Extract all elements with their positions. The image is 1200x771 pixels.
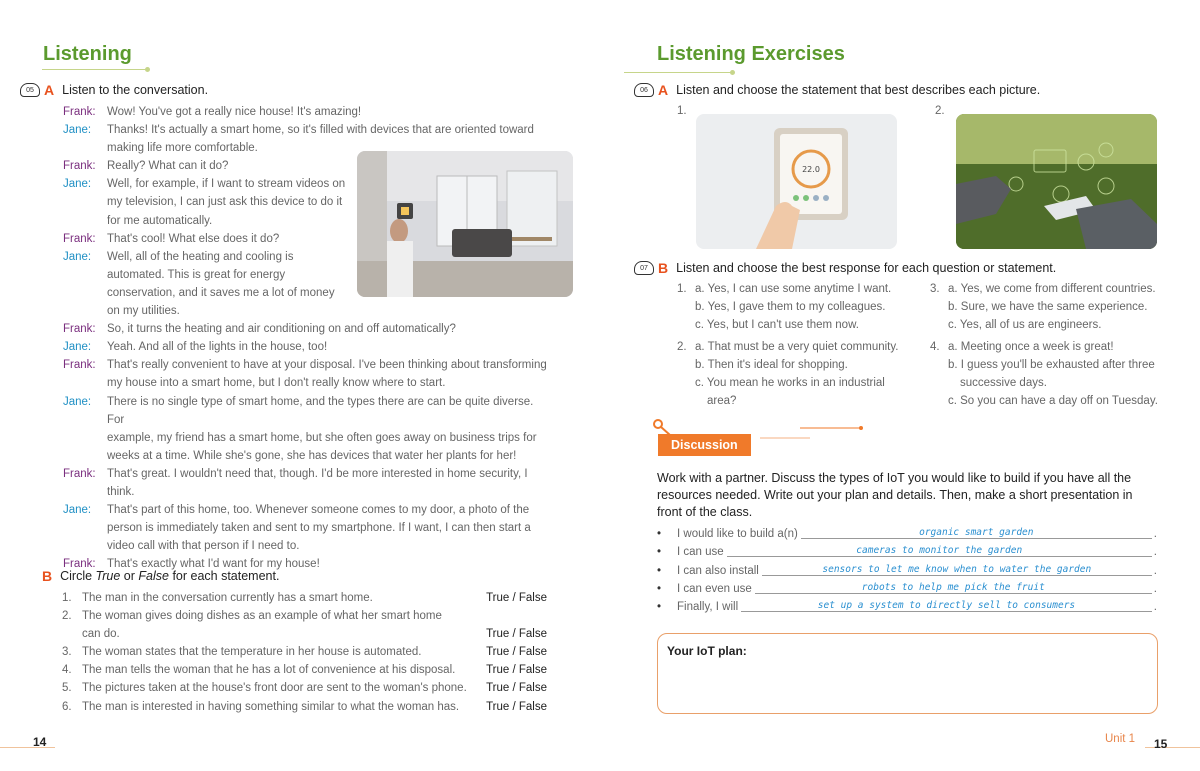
discussion-bullet	[657, 580, 1157, 598]
option-text[interactable]: a. Meeting once a week is great!	[948, 341, 1114, 353]
section-a-header	[634, 82, 1040, 98]
answer-blank[interactable]	[801, 525, 1152, 539]
section-letter: B	[658, 260, 669, 276]
question-number: 4.	[930, 341, 940, 353]
period: .	[1153, 564, 1157, 577]
speaker-name: Frank:	[63, 323, 96, 336]
speaker-name	[63, 537, 107, 555]
statement-number: 4.	[62, 664, 72, 677]
discussion-bullet	[657, 543, 1157, 561]
option-text[interactable]: a. Yes, we come from different countries.	[948, 283, 1156, 295]
response-question	[930, 338, 1170, 410]
dialogue-text: Yeah. And all of the lights in the house, too!	[107, 341, 328, 354]
statement-line	[62, 679, 547, 697]
option-text[interactable]: b. Then it's ideal for shopping.	[695, 359, 848, 372]
true-false-choice[interactable]: True / False	[486, 592, 547, 604]
statement-number: 2.	[62, 610, 72, 623]
section-title: Listen and choose the best response for each question or statement.	[676, 261, 1057, 275]
discussion-bullets	[657, 525, 1157, 616]
dialogue-line	[63, 121, 553, 139]
section-title: Listen to the conversation.	[62, 83, 209, 97]
dialogue-text: on my utilities.	[107, 305, 180, 318]
bullet-prefix: I can use	[677, 546, 724, 559]
true-false-choice[interactable]: True / False	[486, 700, 547, 713]
answer-blank[interactable]	[755, 580, 1152, 594]
response-option	[677, 392, 917, 410]
statement-line	[62, 643, 547, 661]
living-room-photo	[357, 151, 573, 297]
handwritten-answer: organic smart garden	[919, 527, 1034, 538]
speaker-name	[63, 212, 107, 230]
speaker-name	[63, 429, 107, 447]
speaker-name: Frank:	[63, 160, 96, 173]
page-number: 15	[1154, 737, 1168, 751]
section-b-header	[634, 260, 1056, 276]
true-false-statements	[62, 589, 547, 716]
bullet-dot: •	[657, 546, 662, 559]
response-option	[677, 298, 917, 316]
statement-line	[62, 589, 547, 607]
bullet-dot: •	[657, 564, 662, 577]
dialogue-line	[63, 103, 553, 121]
question-number	[930, 374, 948, 392]
section-letter: B	[42, 568, 53, 584]
speaker-name: Frank:	[63, 106, 96, 118]
speaker-name: Frank:	[63, 558, 96, 571]
answer-blank[interactable]	[762, 562, 1152, 576]
option-text[interactable]: c. Yes, all of us are engineers.	[948, 319, 1102, 332]
speaker-name	[63, 374, 107, 392]
dialogue-text: automated. This is great for energy	[107, 268, 286, 281]
speaker-name: Frank:	[63, 232, 96, 245]
section-letter: A	[44, 82, 55, 98]
section-title: Listen and choose the statement that best describes each picture.	[676, 83, 1041, 97]
statement-line	[62, 625, 547, 643]
dialogue-line	[63, 338, 553, 356]
handwritten-answer: set up a system to directly sell to consumers	[817, 600, 1076, 612]
speaker-name: Jane:	[63, 395, 92, 408]
period: .	[1153, 582, 1157, 595]
dialogue-line	[63, 501, 553, 519]
dialogue-text: conservation, and it saves me a lot of money	[107, 286, 335, 299]
response-question	[677, 280, 917, 334]
dialogue-line	[63, 320, 553, 338]
true-false-choice[interactable]: True / False	[486, 664, 547, 677]
statement-text: The man is interested in having something similar to what the woman has.	[82, 700, 460, 713]
speaker-name: Jane:	[63, 504, 92, 517]
handwritten-answer: cameras to monitor the garden	[856, 545, 1023, 557]
dialogue-text: Well, for example, if I want to stream videos on	[107, 178, 346, 191]
response-option	[930, 338, 1170, 356]
picture-label-2: 2.	[935, 105, 945, 117]
answer-blank[interactable]	[727, 543, 1152, 557]
response-option	[930, 298, 1170, 316]
dialogue-text: So, it turns the heating and air conditioning on and off automatically?	[107, 323, 456, 336]
dialogue-text: Really? What can it do?	[107, 160, 229, 173]
period: .	[1153, 601, 1157, 614]
dialogue-line	[63, 356, 553, 374]
question-number	[677, 298, 695, 316]
page-number: 14	[33, 735, 47, 749]
statement-text: The pictures taken at the house's front door are sent to the woman's phone.	[82, 682, 467, 695]
dialogue-line	[63, 519, 553, 537]
dialogue-text: my house into a smart home, but I don't really know where to start.	[107, 377, 446, 390]
statement-line	[62, 607, 547, 625]
iot-plan-label: Your IoT plan:	[667, 644, 747, 658]
question-number	[930, 298, 948, 316]
question-number	[677, 392, 695, 410]
response-option	[930, 374, 1170, 392]
statement-line	[62, 698, 547, 716]
true-false-choice[interactable]: True / False	[486, 682, 547, 695]
discussion-label: Discussion	[658, 434, 751, 456]
speaker-name: Jane:	[63, 341, 92, 354]
option-text[interactable]: a. Yes, I can use some anytime I want.	[695, 283, 892, 295]
speaker-name	[63, 139, 107, 157]
dialogue-text: video call with that person if I need to.	[107, 540, 300, 553]
speaker-name	[63, 302, 107, 320]
bullet-dot: •	[657, 528, 662, 540]
statement-number: 6.	[62, 700, 72, 713]
page-heading-listening: Listening	[43, 43, 132, 65]
response-question	[677, 338, 917, 410]
unit-label: Unit 1	[1105, 733, 1136, 745]
speaker-name	[63, 193, 107, 211]
statement-text: The man in the conversation currently has a smart home.	[82, 592, 373, 604]
bullet-dot: •	[657, 582, 662, 595]
response-option	[677, 356, 917, 374]
response-option	[677, 338, 917, 356]
dialogue-text: Well, all of the heating and cooling is	[107, 250, 294, 263]
speaker-name: Jane:	[63, 250, 92, 263]
bullet-prefix: I can also install	[677, 564, 759, 577]
section-title: Circle True or False for each statement.	[60, 569, 280, 583]
question-number	[677, 374, 695, 392]
footer-line	[0, 747, 55, 748]
right-page	[600, 0, 1200, 771]
option-text: successive days.	[960, 377, 1047, 390]
dialogue-text: weeks at a time. While she's gone, she has devices that water her plants for her!	[107, 449, 517, 462]
statement-text: The woman states that the temperature in her house is automated.	[82, 646, 422, 659]
dialogue-text: That's great. I wouldn't need that, though. I'd be more interested in home security, I	[107, 467, 528, 480]
dialogue-text: There is no single type of smart home, and the types there are can be quite diverse. For	[107, 395, 534, 426]
option-text[interactable]: a. That must be a very quiet community.	[695, 341, 899, 353]
discussion-instructions: Work with a partner. Discuss the types of IoT you would like to build if you have all the resources needed. Write out your plan and details. Then, make a short presentation in front of the class.	[657, 471, 1133, 519]
speaker-name	[63, 483, 107, 501]
option-text: area?	[707, 395, 737, 408]
question-number	[677, 356, 695, 374]
option-text[interactable]: b. I guess you'll be exhausted after three	[948, 359, 1155, 372]
option-text[interactable]: c. You mean he works in an industrial	[695, 377, 885, 390]
speaker-name	[63, 519, 107, 537]
dialogue-text: That's exactly what I'd want for my house!	[107, 558, 320, 571]
option-text[interactable]: b. Sure, we have the same experience.	[948, 301, 1148, 314]
response-option	[930, 392, 1170, 410]
option-text[interactable]: b. Yes, I gave them to my colleagues.	[695, 301, 886, 314]
section-a-header	[20, 82, 208, 98]
response-question	[930, 280, 1170, 334]
headphone-icon[interactable]: 06	[634, 83, 654, 97]
question-number	[930, 316, 948, 334]
speaker-name: Jane:	[63, 178, 92, 191]
section-letter: A	[658, 82, 669, 98]
dialogue-text: making life more comfortable.	[107, 142, 258, 155]
answer-blank[interactable]	[741, 598, 1152, 612]
heading-underline	[42, 69, 147, 70]
discussion-bullet	[657, 562, 1157, 580]
dialogue-line	[63, 374, 553, 392]
speaker-name	[63, 284, 107, 302]
response-option	[677, 280, 917, 298]
dialogue-text: That's cool! What else does it do?	[107, 232, 280, 245]
bullet-prefix: I can even use	[677, 582, 752, 595]
speaker-name: Jane:	[63, 124, 92, 137]
question-number	[930, 356, 948, 374]
handwritten-answer: robots to help me pick the fruit	[861, 581, 1045, 593]
speaker-name: Frank:	[63, 359, 96, 372]
statement-number: 3.	[62, 646, 72, 659]
thermostat-readout: 22.0	[802, 165, 820, 174]
statement-line	[62, 661, 547, 679]
heading-dot	[145, 67, 150, 72]
response-option	[930, 280, 1170, 298]
true-false-choice[interactable]: True / False	[486, 628, 547, 641]
handwritten-answer: sensors to let me know when to water the garden	[822, 563, 1092, 575]
dialogue-text: example, my friend has a smart home, but she often goes away on business trips for	[107, 431, 537, 444]
statement-number: 1.	[62, 592, 72, 604]
response-option	[677, 374, 917, 392]
dialogue-text: Wow! You've got a really nice house! It's amazing!	[107, 106, 362, 118]
dialogue-line	[63, 537, 553, 555]
headphone-icon[interactable]: 05	[20, 83, 40, 97]
bullet-prefix: I would like to build a(n)	[677, 528, 798, 540]
bullet-prefix: Finally, I will	[677, 601, 739, 614]
dialogue-text: think.	[107, 485, 135, 498]
response-option	[930, 356, 1170, 374]
dialogue-text: person is immediately taken and sent to my smartphone. If I want, I can then start a	[107, 522, 531, 535]
question-number: 3.	[930, 283, 940, 295]
dialogue-text: for me automatically.	[107, 214, 213, 227]
speaker-name	[63, 447, 107, 465]
heading-underline	[624, 72, 734, 73]
dialogue-text: That's really convenient to have at your disposal. I've been thinking about transforming	[107, 359, 547, 372]
dialogue-text: my television, I can just ask this device to do it	[107, 196, 343, 209]
page-heading-listening-exercises: Listening Exercises	[657, 43, 845, 65]
headphone-icon[interactable]: 07	[634, 261, 654, 275]
dialogue-line	[63, 465, 553, 483]
option-text[interactable]: c. Yes, but I can't use them now.	[695, 319, 859, 332]
statement-number: 5.	[62, 682, 72, 695]
statement-text: The man tells the woman that he has a lot of convenience at his disposal.	[82, 664, 456, 677]
dialogue-line	[63, 393, 553, 429]
question-number	[930, 392, 948, 410]
period: .	[1153, 528, 1157, 540]
dialogue-line	[63, 302, 553, 320]
response-option	[677, 316, 917, 334]
dialogue-line	[63, 447, 553, 465]
option-text[interactable]: c. So you can have a day off on Tuesday.	[948, 395, 1158, 408]
dialogue-text: Thanks! It's actually a smart home, so it's filled with devices that are oriented toward	[107, 124, 534, 137]
statement-text: The woman gives doing dishes as an example of what her smart home	[82, 610, 442, 623]
bullet-dot: •	[657, 601, 662, 614]
question-number: 2.	[677, 341, 687, 353]
dialogue-line	[63, 429, 553, 447]
dialogue-text: That's part of this home, too. Whenever someone comes to my door, a photo of the	[107, 504, 530, 517]
question-number: 1.	[677, 283, 687, 295]
discussion-bullet	[657, 598, 1157, 616]
response-option	[930, 316, 1170, 334]
section-b-header	[42, 568, 279, 584]
iot-plan-box[interactable]	[657, 633, 1158, 714]
period: .	[1153, 546, 1157, 559]
thermostat-photo	[696, 114, 897, 249]
true-false-choice[interactable]: True / False	[486, 646, 547, 659]
statement-text: can do.	[82, 628, 120, 641]
heading-dot	[730, 70, 735, 75]
dialogue-line	[63, 483, 553, 501]
smart-farm-photo	[956, 114, 1157, 249]
question-number	[677, 316, 695, 334]
statement-number	[62, 625, 82, 643]
speaker-name: Frank:	[63, 467, 96, 480]
picture-label-1: 1.	[677, 105, 687, 117]
speaker-name	[63, 266, 107, 284]
discussion-bullet	[657, 525, 1157, 543]
